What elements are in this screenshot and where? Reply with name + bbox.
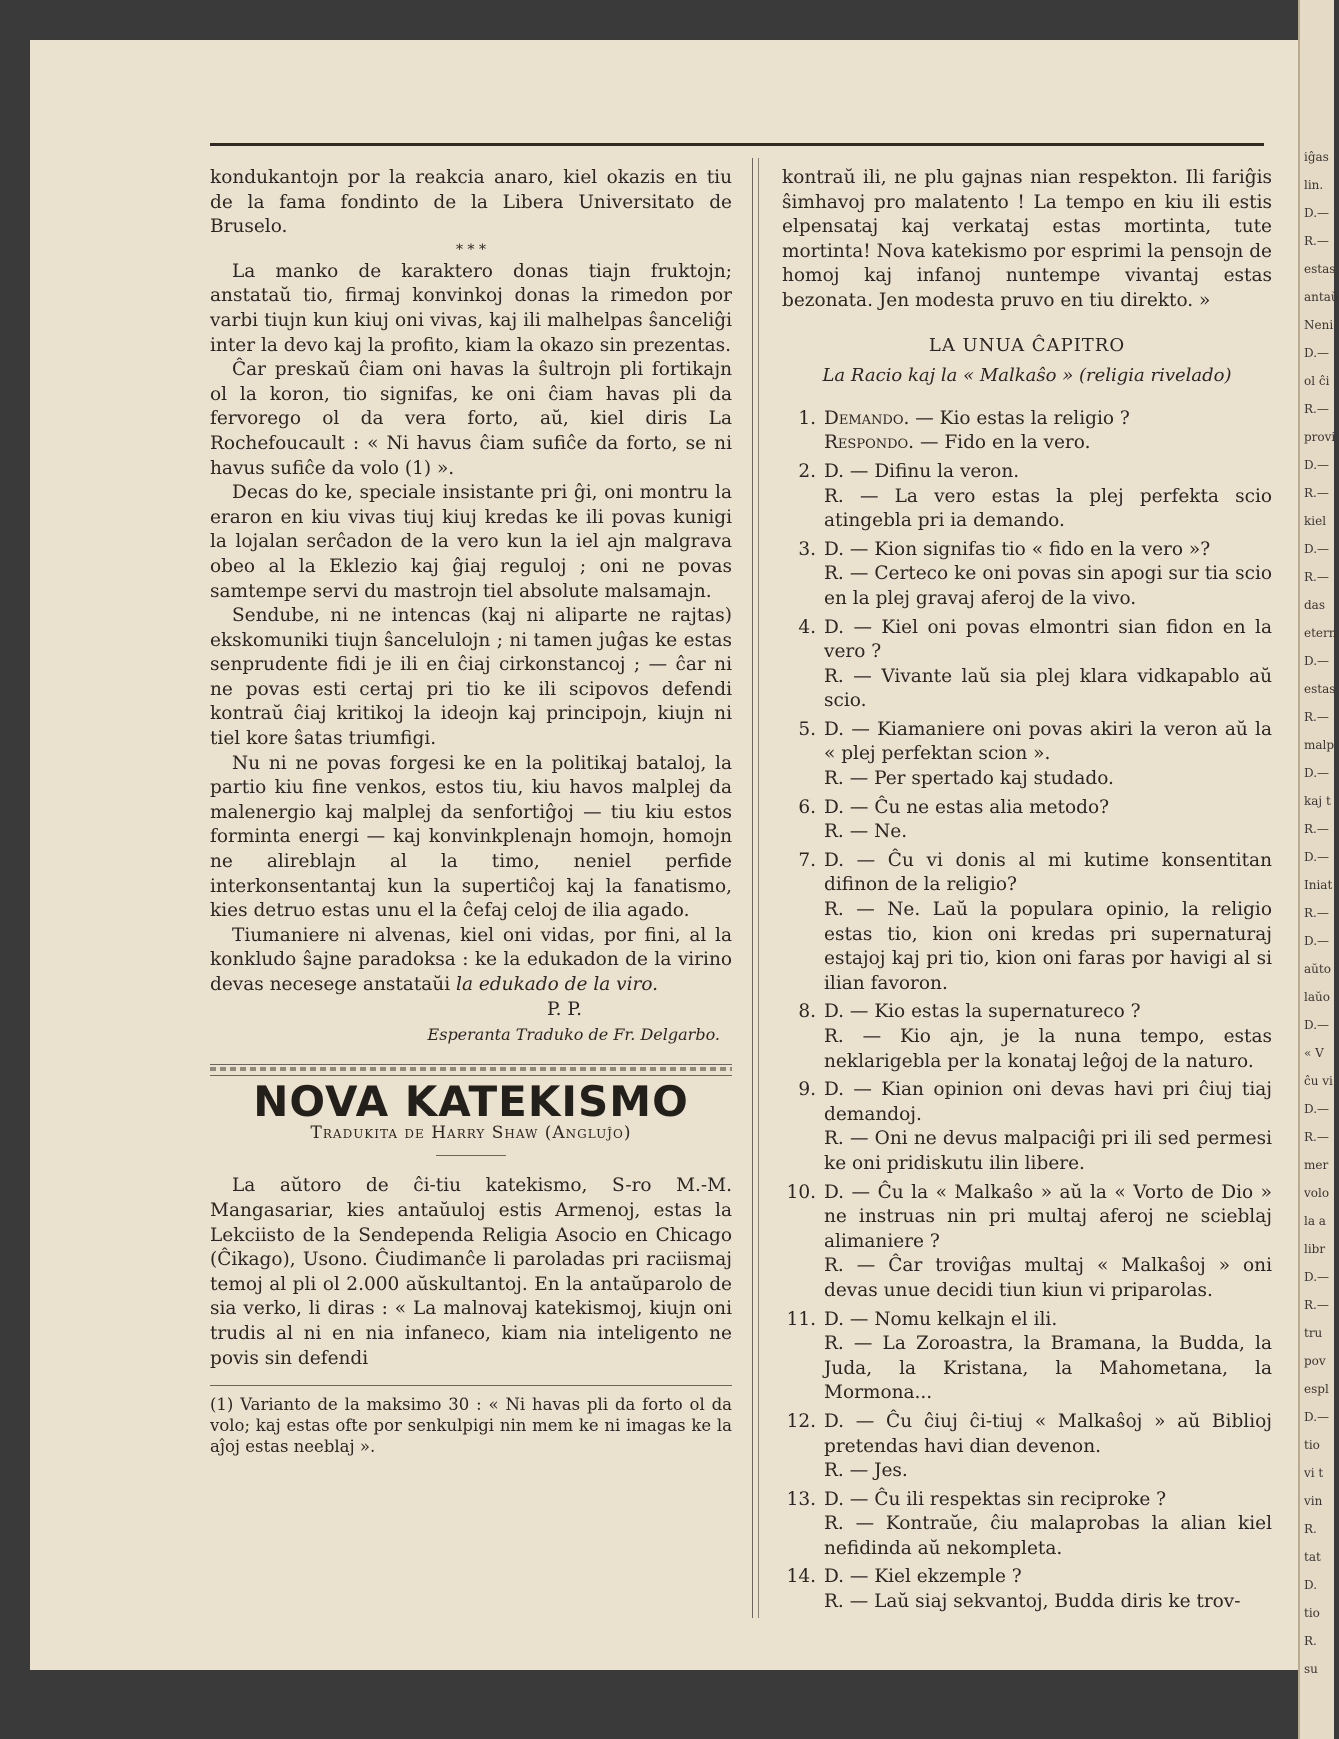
item-number: 10. xyxy=(786,1181,816,1203)
paragraph-list xyxy=(210,260,732,924)
item-number: 5. xyxy=(798,718,816,740)
answer: R. — La vero estas la plej perfekta scio atingebla pri ia demando. xyxy=(824,485,1272,532)
next-page-fragment: R.— xyxy=(1304,1298,1329,1312)
translator-credit: Esperanta Traduko de Fr. Delgarbo. xyxy=(427,1025,720,1045)
paragraph: kondukantojn por la reakcia anaro, kiel okazis en tiu de la fama fondinto de la Libera Universitato de Bruselo. xyxy=(210,167,732,238)
closing-paragraph xyxy=(210,924,732,998)
answer: R. — Ne. xyxy=(824,821,908,843)
article-subtitle: Tradukita de Harry Shaw (Angluĵo) xyxy=(310,1122,632,1143)
next-page-fragment: libr xyxy=(1304,1242,1326,1256)
catechism-item xyxy=(782,718,1272,792)
next-page-fragment: D.— xyxy=(1304,206,1330,220)
next-page-fragment: la a xyxy=(1304,1214,1326,1228)
item-number: 14. xyxy=(786,1566,816,1588)
next-page-fragment: D.— xyxy=(1304,1410,1330,1424)
closing-text: Tiumaniere ni alvenas, kiel oni vidas, por fini, al la konkludo ŝajne paradoksa : ke la edukadon de la virino devas necesege anstataŭi xyxy=(210,924,732,995)
question: D. — Ĉu vi donis al mi kutime konsentitan difinon de la religio? xyxy=(824,849,1272,896)
item-number: 4. xyxy=(798,616,816,638)
next-page-fragment: R.— xyxy=(1304,710,1329,724)
catechism-item xyxy=(782,538,1272,612)
catechism-item xyxy=(782,1410,1272,1484)
item-number: 11. xyxy=(786,1308,816,1330)
footnote: (1) Varianto de la maksimo 30 : « Ni havas pli da forto ol da volo; kaj estas ofte por senkulpigi nin mem ke ni imagas ke la aĵoj estas neeblaj ». xyxy=(210,1395,732,1457)
footnote-rule xyxy=(210,1385,732,1386)
right-column xyxy=(782,166,1272,1619)
question: D. — Difinu la veron. xyxy=(824,460,1020,482)
item-number: 1. xyxy=(798,407,816,429)
next-page-fragment: D.— xyxy=(1304,654,1330,668)
answer: R. — Laŭ siaj sekvantoj, Budda diris ke trov- xyxy=(824,1591,1241,1613)
next-page-fragment: R.— xyxy=(1304,1130,1329,1144)
answer: R. — Certeco ke oni povas sin apogi sur tia scio en la plej gravaj aferoj de la vivo. xyxy=(824,563,1272,609)
question: D. — Ĉu ili respektas sin reciproke ? xyxy=(824,1488,1167,1510)
next-page-fragment: D.— xyxy=(1304,1270,1330,1284)
question: D. — Kio estas la supernatureco ? xyxy=(824,1001,1141,1023)
answer: R. — Kio ajn, je la nuna tempo, estas neklarigebla per la konataj leĝoj de la naturo. xyxy=(824,1026,1272,1072)
catechism-item xyxy=(782,1078,1272,1176)
chapter-subtitle: La Racio kaj la « Malkaŝo » (religia rivelado) xyxy=(822,365,1232,387)
signature: P. P. xyxy=(546,998,582,1020)
wavy-divider xyxy=(210,1064,732,1076)
next-page-fragment: D.— xyxy=(1304,766,1330,780)
next-page-fragment: antaŭ xyxy=(1304,290,1339,304)
answer: R. — Kontraŭe, ĉiu malaprobas la alian kiel nefidinda aŭ nekompleta. xyxy=(824,1513,1272,1559)
paragraph: Sendube, ni ne intencas (kaj ni aliparte ne rajtas) ekskomuniki tiujn ŝancelulojn ; ni tamen juĝas ke estas senprudente fidi je ili en ĉiaj cirkonstancoj ; — ĉar ni ne povas esti certaj pri tio ke ili scipovos defendi kontraŭ ĉiaj kritikoj la ideojn kaj principojn, kiujn ni tiel kore ŝatas triumfigi. xyxy=(210,605,732,750)
next-page-fragment: R. xyxy=(1304,1522,1317,1536)
next-page-fragment: ĉu vi xyxy=(1304,1074,1333,1088)
next-page-fragment: « V xyxy=(1304,1046,1324,1060)
item-number: 8. xyxy=(798,1001,816,1023)
next-page-fragment: estas xyxy=(1304,262,1336,276)
question: D. — Ĉu ne estas alia metodo? xyxy=(824,796,1110,818)
next-page-fragment: D.— xyxy=(1304,1018,1330,1032)
next-page-fragment: Neni xyxy=(1304,318,1334,332)
next-page-fragment: pov xyxy=(1304,1354,1326,1368)
article-paragraph: La aŭtoro de ĉi-tiu katekismo, S-ro M.-M. Mangasariar, kies antaŭuloj estis Armenoj, estas la Lekciisto de la Sendependa Religia Asocio en Chicago (Ĉikago), Usono. Ĉiudimanĉe li paroladas pri raciismaj temoj al pli ol 2.000 aŭskultantoj. En la antaŭparolo de sia verko, li diras : « La malnovaj katekismoj, kiujn oni trudis al ni en nia infaneco, kiam nia inteligento ne povis sin defendi xyxy=(210,1175,732,1369)
column-divider-inner xyxy=(758,158,759,1618)
next-page-fragment: tio xyxy=(1304,1606,1320,1620)
column-divider xyxy=(752,158,753,1618)
next-page-fragment: estas xyxy=(1304,682,1336,696)
answer: R. — Ne. Laŭ la populara opinio, la religio estas tio, kion oni kredas pri supernaturaj estajoj kaj pri tio, kion oni faras por havigi al si ilian favoron. xyxy=(824,899,1272,994)
next-page-fragment: volo xyxy=(1304,1186,1330,1200)
question: D. — Kion signifas tio « fido en la vero »? xyxy=(824,538,1211,560)
next-page-fragment: tru xyxy=(1304,1326,1323,1340)
next-page-fragment: su xyxy=(1304,1662,1318,1676)
next-page-fragment: D. xyxy=(1304,1578,1318,1592)
catechism-item xyxy=(782,1488,1272,1562)
next-page-fragment: D.— xyxy=(1304,458,1330,472)
paragraph: Nu ni ne povas forgesi ke en la politikaj bataloj, la partio kiu fine venkos, estos tiu, kiu havos malplej da malenergio kaj malplej da senfortiĝoj — tiu kiu estos forminta energi — kaj konvinkplenajn homojn, homojn ne alireblajn al la timo, neniel perfide interkonsentantaj kun la supertiĉoj kaj la fanatismo, kies detruo estas unu el la ĉefaj celoj de ilia agado. xyxy=(210,752,732,922)
next-page-fragment: D.— xyxy=(1304,346,1330,360)
next-page-fragment: ol ĉi xyxy=(1304,374,1330,388)
next-page-fragment: tat xyxy=(1304,1550,1321,1564)
catechism-item xyxy=(782,1565,1272,1614)
paragraph: La manko de karaktero donas tiajn fruktojn; anstataŭ tio, firmaj konvinkoj donas la rimedon por varbi tiujn kun kiuj oni vivas, kaj ili malhelpas ŝanceliĝi inter la devo kaj la profito, kiam la okazo sin prezentas. xyxy=(210,260,732,356)
item-number: 9. xyxy=(798,1079,816,1101)
catechism-item xyxy=(782,1181,1272,1304)
item-number: 2. xyxy=(798,460,816,482)
catechism-item xyxy=(782,460,1272,534)
next-page-fragment: etern xyxy=(1304,626,1337,640)
closing-italic: la edukado de la viro. xyxy=(456,974,659,995)
catechism-item xyxy=(782,1000,1272,1074)
next-page-fragment: R.— xyxy=(1304,906,1329,920)
subtitle-ornament xyxy=(436,1149,506,1156)
question: D. — Kiel oni povas elmontri sian fidon en la vero ? xyxy=(824,616,1272,663)
next-page-fragment: vin xyxy=(1304,1494,1323,1508)
answer: R. — Oni ne devus malpaciĝi pri ili sed permesi ke oni pridiskutu ilin libere. xyxy=(824,1128,1272,1174)
next-page-fragment: kiel xyxy=(1304,514,1327,528)
chapter-title: LA UNUA ĈAPITRO xyxy=(928,334,1126,356)
catechism-item xyxy=(782,796,1272,845)
question: D. — Kian opinion oni devas havi pri ĉiuj tiaj demandoj. xyxy=(824,1079,1272,1125)
answer: R. — Per spertado kaj studado. xyxy=(824,768,1114,790)
next-page-fragment: R. xyxy=(1304,1634,1317,1648)
item-number: 7. xyxy=(798,849,816,871)
next-page-fragment: iĝas xyxy=(1304,150,1329,164)
catechism-list xyxy=(782,407,1272,1615)
question: D. — Ĉu la « Malkaŝo » aŭ la « Vorto de Dio » ne instruas nin pri multaj aferoj ne scieblaj alimaniere ? xyxy=(824,1181,1272,1252)
next-page-fragment: espl xyxy=(1304,1382,1329,1396)
item-number: 3. xyxy=(798,538,816,560)
answer: Respondo. — Fido en la vero. xyxy=(824,432,1091,454)
question: D. — Ĉu ĉiuj ĉi-tiuj « Malkaŝoj » aŭ Biblioj pretendas havi dian devenon. xyxy=(824,1410,1272,1457)
answer: R. — La Zoroastra, la Bramana, la Budda, la Juda, la Kristana, la Mahometana, la Mormona... xyxy=(824,1333,1272,1404)
paragraph: Decas do ke, speciale insistante pri ĝi, oni montru la eraron en kiu vivas tiuj kiuj kredas ke ili povas kunigi la lojalan serĉadon de la vero kun la iel ajn malgrava obeo al la Eklezio kaj ĝiaj reguloj ; oni ne povas samtempe servi du mastrojn tiel absolute malsamajn. xyxy=(210,482,732,602)
intro-paragraph: kontraŭ ili, ne plu gajnas nian respekton. Ili fariĝis ŝimhavoj pro malatento ! La tempo en kiu ili estis elpensataj kaj verkataj estas mortinta, tute mortinta! Nova katekismo por esprimi la pensojn de homoj kaj infanoj nuntempe vivantaj estas bezonata. Jen modesta pruvo en tiu direkto. » xyxy=(782,167,1272,311)
next-page-fragment: laŭo xyxy=(1304,990,1330,1004)
next-page-fragment: das xyxy=(1304,598,1325,612)
question: D. — Nomu kelkajn el ili. xyxy=(824,1308,1058,1330)
paragraph: Ĉar preskaŭ ĉiam oni havas la ŝultrojn pli fortikajn ol la koron, tio signifas, ke oni ĉiam havas pli da fervorego ol da vera forto, aŭ, kiel diris La Rochefoucault : « Ni havus ĉiam sufiĉe da forto, se ni havus sufiĉe da volo (1) ». xyxy=(210,359,732,479)
next-page-fragment: R.— xyxy=(1304,234,1329,248)
catechism-item xyxy=(782,849,1272,997)
next-page-fragment: R.— xyxy=(1304,402,1329,416)
item-number: 12. xyxy=(786,1410,816,1432)
next-page-fragment: kaj t xyxy=(1304,794,1331,808)
answer: R. — Jes. xyxy=(824,1460,908,1482)
question: Demando. — Kio estas la religio ? xyxy=(824,407,1130,429)
section-stars: * * * xyxy=(456,241,486,258)
next-page-fragment: lin. xyxy=(1304,178,1324,192)
next-page-fragment: D.— xyxy=(1304,1102,1330,1116)
article-title: NOVA KATEKISMO xyxy=(253,1077,689,1127)
catechism-item xyxy=(782,616,1272,714)
next-page-fragment: provi xyxy=(1304,430,1336,444)
next-page-fragment: malp xyxy=(1304,738,1335,752)
top-rule xyxy=(210,143,1264,146)
page xyxy=(30,40,1300,1670)
next-page-fragment: D.— xyxy=(1304,850,1330,864)
next-page-fragment: D.— xyxy=(1304,934,1330,948)
item-number: 13. xyxy=(786,1488,816,1510)
next-page-fragment: mer xyxy=(1304,1158,1329,1172)
next-page-fragment: R.— xyxy=(1304,570,1329,584)
next-page-fragment: aŭto xyxy=(1304,962,1331,976)
catechism-item xyxy=(782,407,1272,456)
item-number: 6. xyxy=(798,796,816,818)
catechism-item xyxy=(782,1308,1272,1406)
answer: R. — Ĉar troviĝas multaj « Malkaŝoj » oni devas unue decidi tiun kiun vi priparolas. xyxy=(824,1255,1272,1301)
next-page-fragment: tio xyxy=(1304,1438,1320,1452)
question: D. — Kiamaniere oni povas akiri la veron aŭ la « plej perfektan scion ». xyxy=(824,718,1272,765)
next-page-fragment: R.— xyxy=(1304,822,1329,836)
next-page-fragment: D.— xyxy=(1304,542,1330,556)
next-page-fragment: R.— xyxy=(1304,486,1329,500)
next-page-fragment: vi t xyxy=(1304,1466,1324,1480)
next-page-edge xyxy=(1298,0,1339,1739)
next-page-fragment: Iniat xyxy=(1304,878,1333,892)
question: D. — Kiel ekzemple ? xyxy=(824,1566,1022,1588)
left-column xyxy=(210,166,732,1457)
signature-line xyxy=(210,998,732,1023)
answer: R. — Vivante laŭ sia plej klara vidkapablo aŭ scio. xyxy=(824,665,1272,712)
